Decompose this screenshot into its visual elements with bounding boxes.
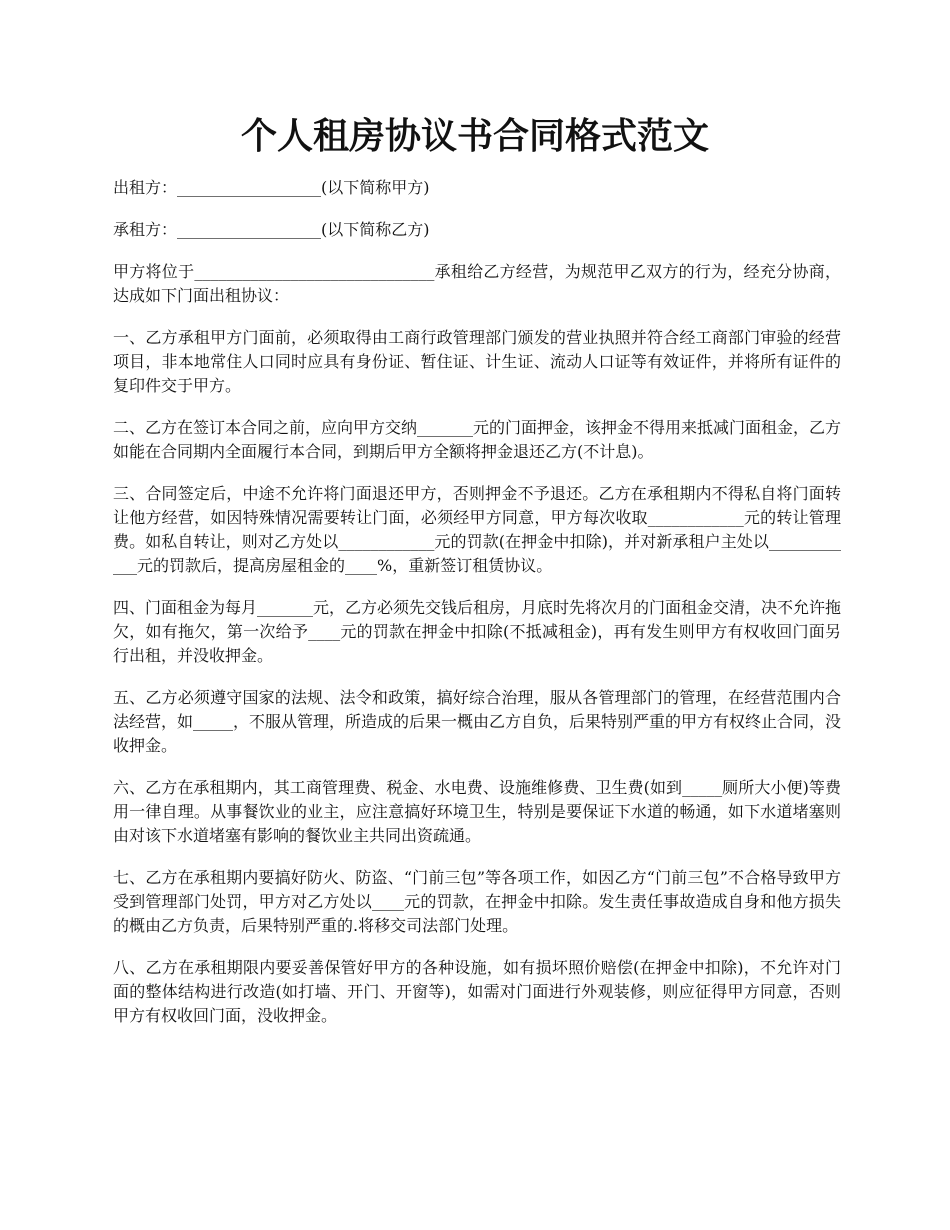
- clause-1: 一、乙方承租甲方门面前，必须取得由工商行政管理部门颁发的营业执照并符合经工商部门审验的经营项目，非本地常住人口同时应具有身份证、暂住证、计生证、流动人口证等有效证件，并将所有证件的复印件交于甲方。: [113, 328, 841, 395]
- document-title: 个人租房协议书合同格式范文: [240, 115, 709, 157]
- document-body: [113, 176, 841, 1046]
- lessor-line: 出租方：__________________(以下简称甲方): [113, 178, 430, 197]
- lessee-line: 承租方：__________________(以下简称乙方): [113, 220, 430, 239]
- clause-2: 二、乙方在签订本合同之前，应向甲方交纳_______元的门面押金，该押金不得用来抵减门面租金，乙方如能在合同期内全面履行本合同，到期后甲方全额将押金退还乙方(不计息)。: [113, 418, 842, 461]
- clause-5: 五、乙方必须遵守国家的法规、法令和政策，搞好综合治理，服从各管理部门的管理，在经营范围内合法经营，如_____，不服从管理，所造成的后果一概由乙方自负，后果特别严重的甲方有权终止合同，没收押金。: [113, 688, 842, 755]
- clause-6: 六、乙方在承租期内，其工商管理费、税金、水电费、设施维修费、卫生费(如到_____厕所大小便)等费用一律自理。从事餐饮业的业主，应注意搞好环境卫生，特别是要保证下水道的畅通，如下水道堵塞则由对该下水道堵塞有影响的餐饮业主共同出资疏通。: [113, 778, 841, 845]
- intro-paragraph: 甲方将位于______________________________承租给乙方经营，为规范甲乙双方的行为，经充分协商，达成如下门面出租协议：: [113, 262, 841, 305]
- clause-8: 八、乙方在承租期限内要妥善保管好甲方的各种设施，如有损坏照价赔偿(在押金中扣除)，不允许对门面的整体结构进行改造(如打墙、开门、开窗等)，如需对门面进行外观装修，则应征得甲方同意，否则甲方有权收回门面，没收押金。: [113, 958, 841, 1025]
- clause-3: 三、合同签定后，中途不允许将门面退还甲方，否则押金不予退还。乙方在承租期内不得私自将门面转让他方经营，如因特殊情况需要转让门面，必须经甲方同意，甲方每次收取____________元的转让管理费。如私自转让，则对乙方处以____________元的罚款(在押金中扣除)，并对新承租户主处以____________元的罚款后，提高房屋租金的____%，重新签订租赁协议。: [113, 484, 841, 575]
- clause-7: 七、乙方在承租期内要搞好防火、防盗、“门前三包”等各项工作，如因乙方“门前三包”不合格导致甲方受到管理部门处罚，甲方对乙方处以____元的罚款，在押金中扣除。发生责任事故造成自身和他方损失的概由乙方负责，后果特别严重的.将移交司法部门处理。: [113, 868, 841, 935]
- clause-4: 四、门面租金为每月_______元，乙方必须先交钱后租房，月底时先将次月的门面租金交清，决不允许拖欠，如有拖欠，第一次给予____元的罚款在押金中扣除(不抵减租金)，再有发生则甲方有权收回门面另行出租，并没收押金。: [113, 598, 842, 665]
